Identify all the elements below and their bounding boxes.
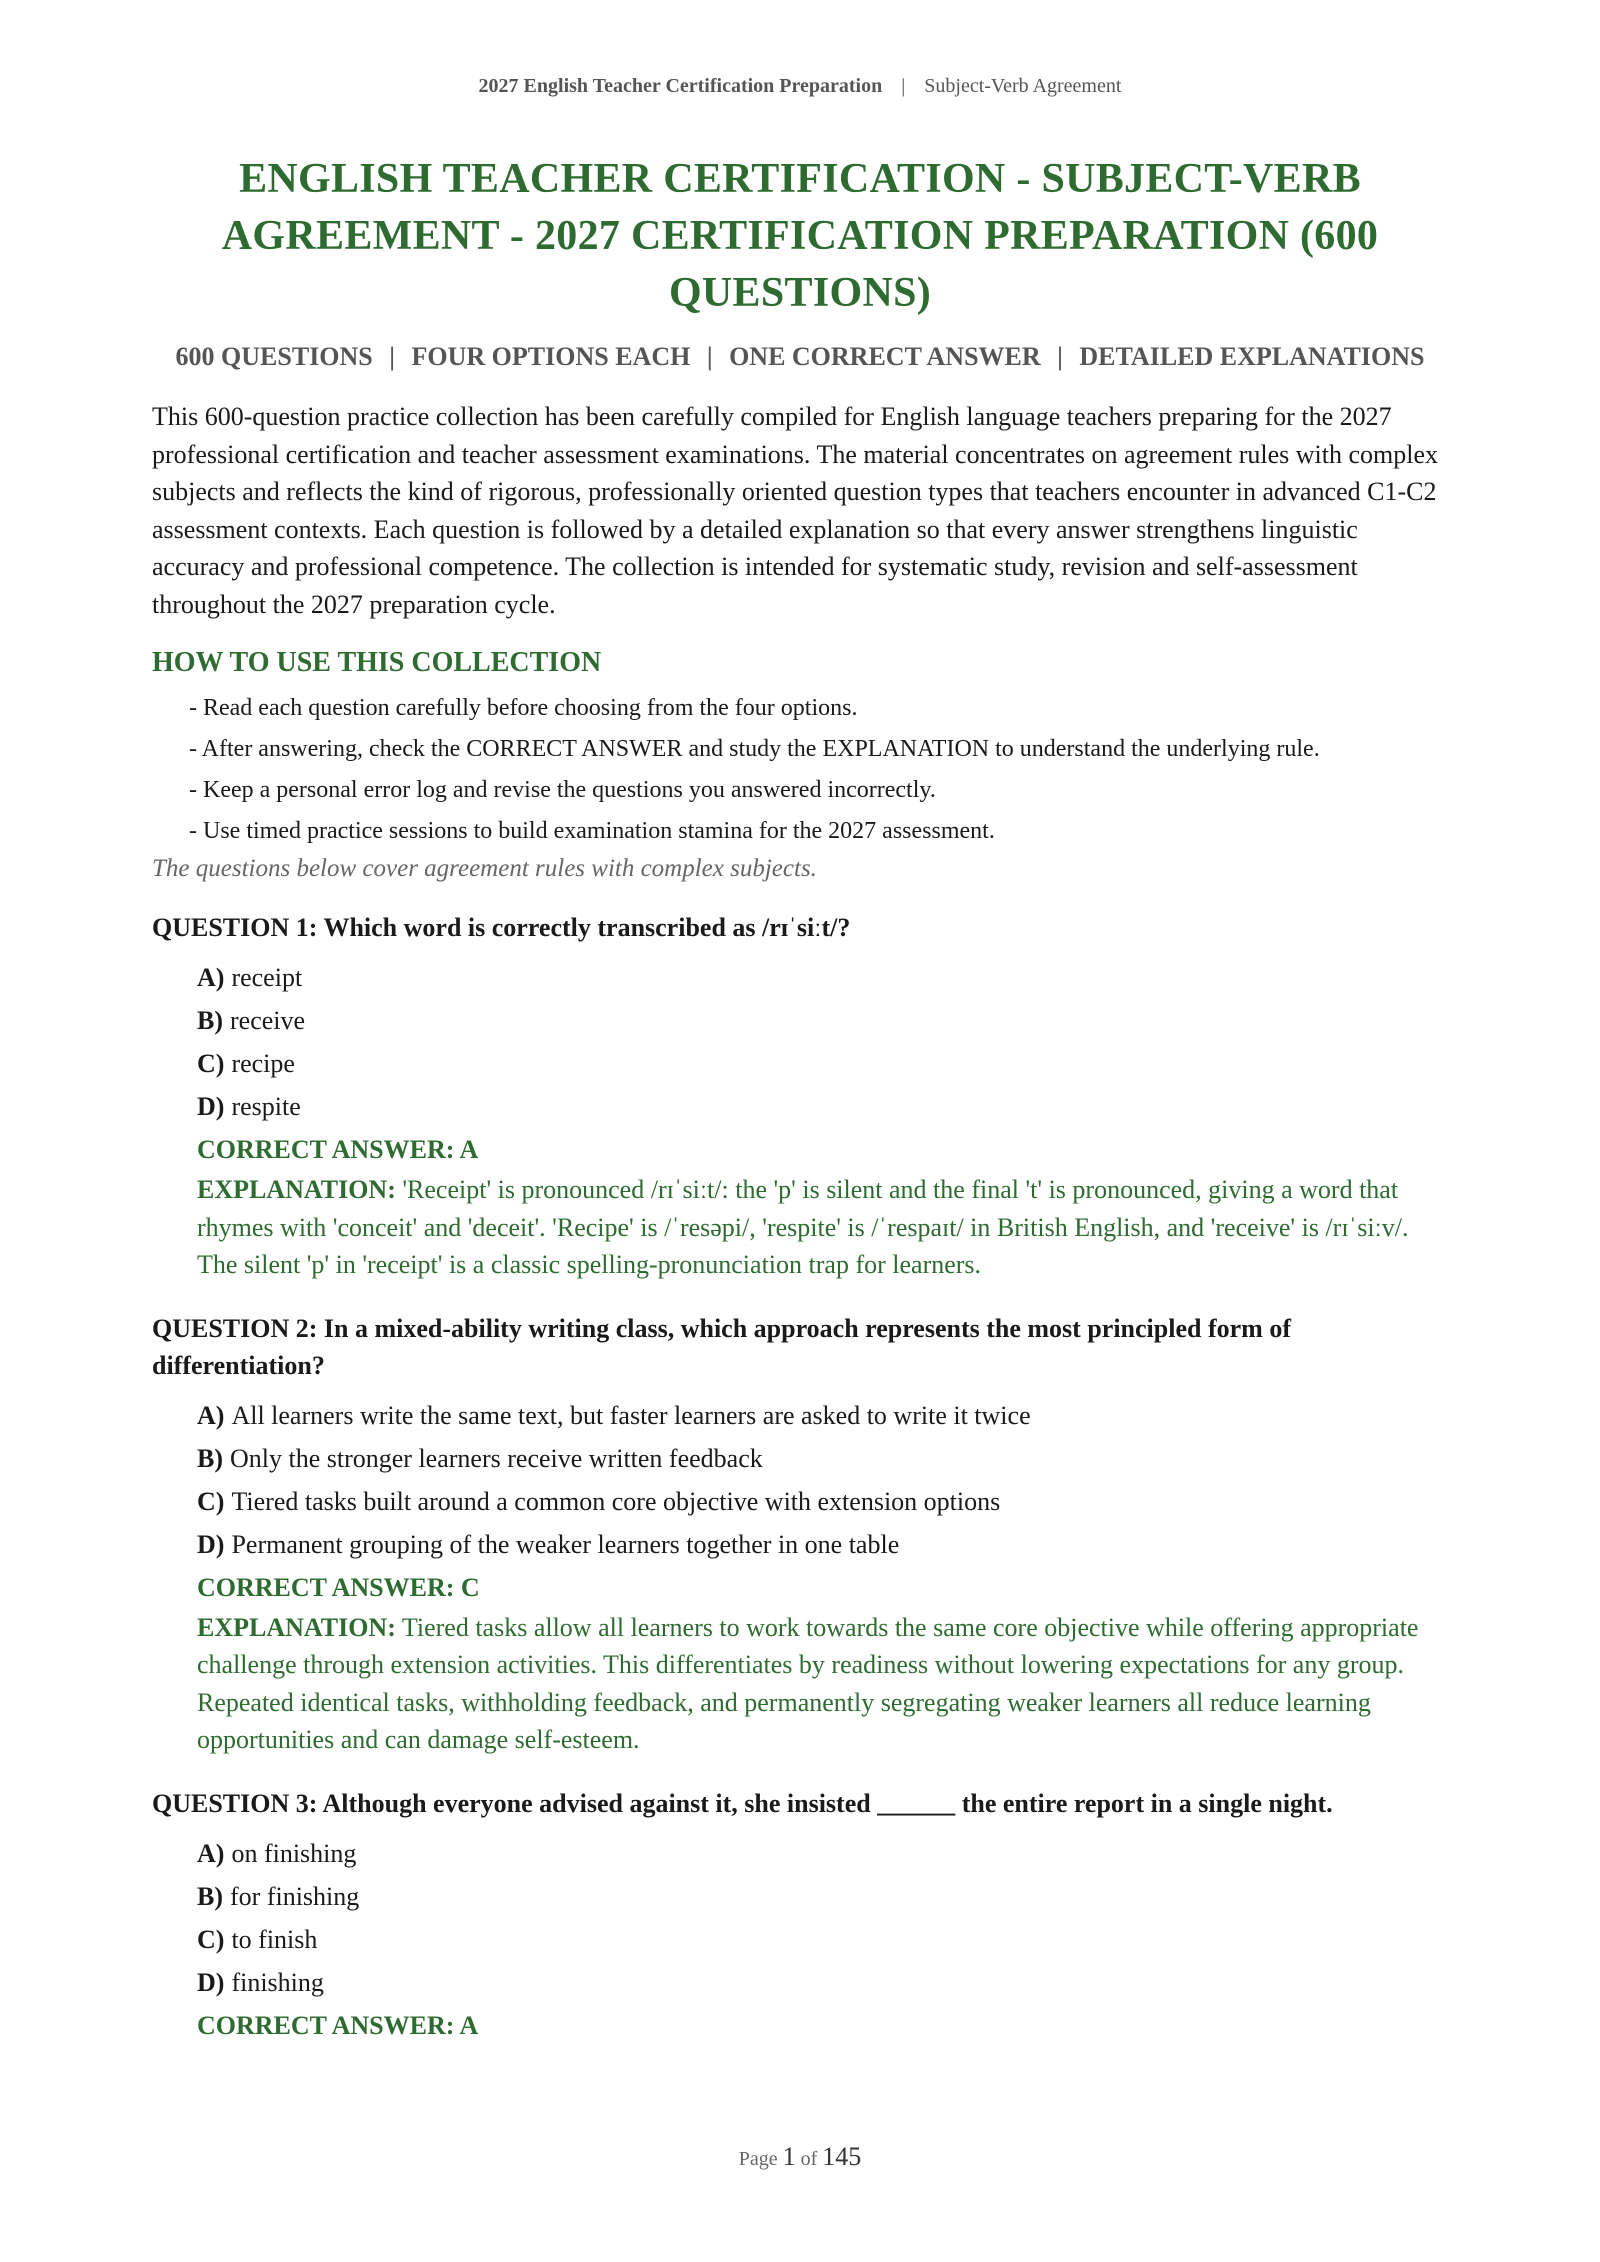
option-letter: D) (197, 1529, 225, 1559)
footer-of-word: of (800, 2148, 818, 2170)
option-letter: A) (197, 1838, 225, 1868)
correct-answer: CORRECT ANSWER: C (197, 1572, 480, 1602)
option-b (197, 999, 1448, 1042)
option-letter: D) (197, 1967, 225, 1997)
how-to-item: - Keep a personal error log and revise the questions you answered incorrectly. (189, 777, 936, 803)
option-letter: D) (197, 1092, 225, 1121)
header-right: Subject-Verb Agreement (924, 75, 1122, 97)
question-block (152, 1785, 1448, 2047)
scope-note: The questions below cover agreement rules with complex subjects. (152, 855, 817, 882)
subtitle-item: 600 QUESTIONS (175, 342, 373, 371)
subtitle-separator: | (1057, 342, 1063, 371)
subtitle-item: DETAILED EXPLANATIONS (1079, 342, 1425, 371)
document-subtitle (152, 342, 1448, 372)
option-text: for finishing (230, 1881, 360, 1911)
question-block (152, 909, 1448, 1284)
option-d (197, 1961, 1448, 2004)
option-a (197, 956, 1448, 999)
option-letter: C) (197, 1486, 225, 1516)
explanation-label: EXPLANATION: (197, 1612, 396, 1642)
options-list (197, 1832, 1448, 2004)
page-footer (0, 2142, 1600, 2172)
running-header (152, 75, 1448, 98)
option-text: finishing (231, 1967, 324, 1997)
how-to-item: - Read each question carefully before choosing from the four options. (189, 695, 858, 721)
option-c (197, 1042, 1448, 1085)
how-to-heading: HOW TO USE THIS COLLECTION (152, 647, 602, 678)
option-letter: A) (197, 963, 225, 992)
explanation-text: 'Receipt' is pronounced /rɪˈsiːt/: the 'p' is silent and the final 't' is pronounced, giving a word that rhymes with 'conceit' and 'deceit'. 'Recipe' is /ˈresəpi/, 'respite' is /ˈrespaɪt/ in British English, and 'receive' is /rɪˈsiːv/. The silent 'p' in 'receipt' is a classic spelling-pronunciation trap for learners. (197, 1175, 1409, 1279)
document-page (152, 0, 1448, 2047)
question-text: QUESTION 3: Although everyone advised against it, she insisted ______ the entire report in a single night. (152, 1788, 1333, 1818)
option-text: to finish (231, 1924, 318, 1954)
how-to-item: - Use timed practice sessions to build examination stamina for the 2027 assessment. (189, 818, 995, 844)
footer-page-word: Page (738, 2148, 778, 2170)
option-text: Permanent grouping of the weaker learners together in one table (231, 1529, 900, 1559)
subtitle-separator: | (706, 342, 713, 371)
document-title: ENGLISH TEACHER CERTIFICATION - SUBJECT-VERB AGREEMENT - 2027 CERTIFICATION PREPARATION (600 QUESTIONS) (221, 156, 1379, 316)
option-c (197, 1918, 1448, 1961)
options-list (197, 956, 1448, 1128)
footer-current-page: 1 (782, 2142, 796, 2171)
subtitle-item: ONE CORRECT ANSWER (729, 342, 1041, 371)
explanation (197, 1171, 1448, 1284)
option-letter: C) (197, 1049, 225, 1078)
option-d (197, 1085, 1448, 1128)
correct-answer: CORRECT ANSWER: A (197, 2010, 479, 2040)
question-block (152, 1310, 1448, 1759)
option-text: on finishing (231, 1838, 357, 1868)
header-separator: | (901, 75, 906, 97)
option-letter: B) (197, 1443, 223, 1473)
header-left: 2027 English Teacher Certification Preparation (478, 75, 883, 97)
how-to-list (152, 691, 1448, 848)
option-text: receipt (231, 963, 303, 992)
how-to-item: - After answering, check the CORRECT ANSWER and study the EXPLANATION to understand the underlying rule. (189, 736, 1320, 762)
option-letter: B) (197, 1006, 223, 1035)
option-text: Tiered tasks built around a common core objective with extension options (231, 1486, 1001, 1516)
explanation (197, 1609, 1448, 1759)
option-text: recipe (231, 1049, 295, 1078)
option-c (197, 1480, 1448, 1523)
option-text: Only the stronger learners receive written feedback (230, 1443, 763, 1473)
option-text: receive (230, 1006, 306, 1035)
option-a (197, 1394, 1448, 1437)
question-text: QUESTION 1: Which word is correctly transcribed as /rɪˈsiːt/? (152, 913, 851, 942)
explanation-label: EXPLANATION: (197, 1175, 396, 1204)
option-b (197, 1437, 1448, 1480)
option-letter: A) (197, 1400, 225, 1430)
option-text: All learners write the same text, but faster learners are asked to write it twice (231, 1400, 1031, 1430)
subtitle-item: FOUR OPTIONS EACH (411, 342, 691, 371)
explanation-text: Tiered tasks allow all learners to work towards the same core objective while offering appropriate challenge through extension activities. This differentiates by readiness without lowering expectations for any group. Repeated identical tasks, withholding feedback, and permanently segregating weaker learners all reduce learning opportunities and can damage self-esteem. (197, 1612, 1419, 1754)
option-text: respite (231, 1092, 301, 1121)
correct-answer: CORRECT ANSWER: A (197, 1135, 479, 1164)
options-list (197, 1394, 1448, 1566)
option-a (197, 1832, 1448, 1875)
footer-total-pages: 145 (822, 2142, 862, 2171)
intro-paragraph: This 600-question practice collection has been carefully compiled for English language teachers preparing for the 2027 professional certification and teacher assessment examinations. The material concentrates on agreement rules with complex subjects and reflects the kind of rigorous, professionally oriented question types that teachers encounter in advanced C1-C2 assessment contexts. Each question is followed by a detailed explanation so that every answer strengthens linguistic accuracy and professional competence. The collection is intended for systematic study, revision and self-assessment throughout the 2027 preparation cycle. (152, 402, 1439, 619)
option-letter: B) (197, 1881, 223, 1911)
option-letter: C) (197, 1924, 225, 1954)
subtitle-separator: | (389, 342, 396, 371)
option-d (197, 1523, 1448, 1566)
question-text: QUESTION 2: In a mixed-ability writing class, which approach represents the most principled form of differentiation? (152, 1313, 1291, 1380)
option-b (197, 1875, 1448, 1918)
